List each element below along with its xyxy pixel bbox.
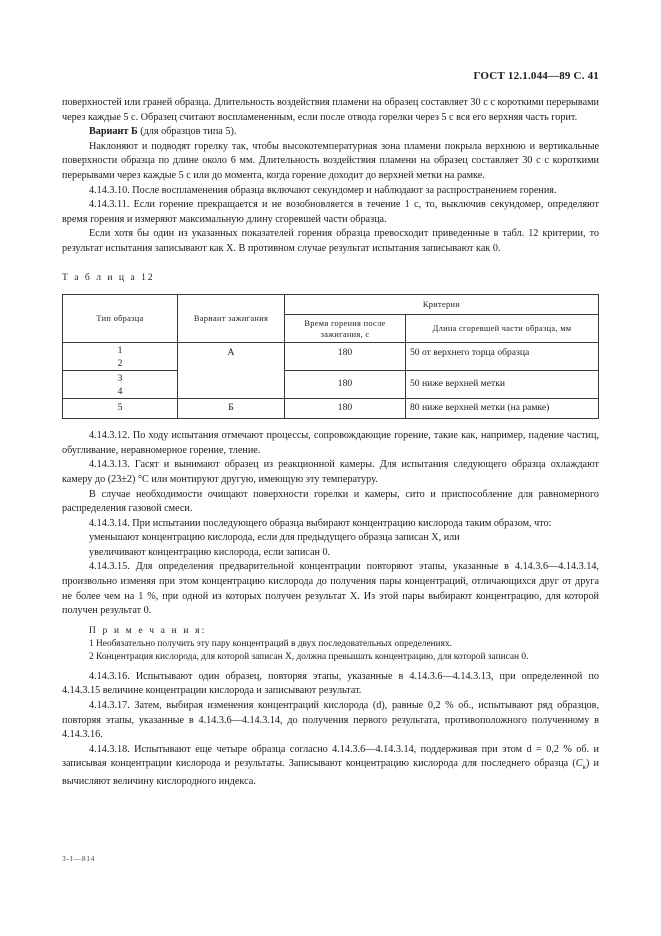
variant-b-text: (для образцов типа 5). (137, 126, 237, 138)
header-variant: Вариант зажигания (178, 295, 285, 343)
print-code: 3-1—814 (62, 854, 95, 863)
cell-type-a: 3 (117, 372, 123, 384)
paragraph-4-14-3-13: 4.14.3.13. Гасят и вынимают образец из реакционной камеры. Для испытания следующего образца охлаждают камеру до (23±2) °С или монтируют другую, имеющую эту температуру. (62, 459, 599, 485)
cell-length: 50 от верхнего торца образца (406, 343, 599, 371)
cell-type: 5 (63, 399, 178, 419)
cell-length: 80 ниже верхней метки (на рамке) (406, 399, 599, 419)
paragraph: поверхностей или граней образца. Длительность воздействия пламени на образец составляет 30 с с короткими перерывами через каждые 5 с. Образец считают воспламененным, если после отвода горелки через 5 с вся его верхняя часть горит. (62, 97, 599, 123)
paragraph-4-14-3-11: 4.14.3.11. Если горение прекращается и не возобновляется в течение 1 с, то, выключив секундомер, определяют время горения и измеряют максимальную длину сгоревшей части образца. (62, 199, 599, 225)
cell-variant: Б (178, 399, 285, 419)
paragraph-4-14-3-12: 4.14.3.12. По ходу испытания отмечают процессы, сопровождающие горение, такие как, например, падение частиц, обугливание, неравномерное горение, тление. (62, 430, 599, 456)
cell-type (63, 343, 178, 371)
table-row (63, 371, 599, 399)
paragraph: уменьшают концентрацию кислорода, если для предыдущего образца записан X, или (89, 532, 460, 544)
paragraph: увеличивают концентрацию кислорода, если записан 0. (89, 546, 331, 558)
p18-subscript: к (582, 763, 586, 772)
cell-length: 50 ниже верхней метки (406, 371, 599, 399)
variant-b-heading (62, 125, 599, 140)
notes-block (62, 625, 599, 664)
paragraph: Наклоняют и подводят горелку так, чтобы высокотемпературная зона пламени покрыла верхнюю и вертикальные поверхности образца по длине около 6 мм. Длительность воздействия пламени на образец составляет 30 с с короткими перерывами через каждые 5 с или до момента, когда горение доходит до верхней метки на рамке. (62, 140, 599, 181)
paragraph: Если хотя бы один из указанных показателей горения образца превосходит приведенные в табл. 12 критерии, то результат испытания записывают как X. В противном случае результат испытания записывают как 0. (62, 228, 599, 254)
cell-time: 180 (285, 399, 406, 419)
p18-text-a: 4.14.3.18. Испытывают еще четыре образца согласно 4.14.3.6—4.14.3.14, поддерживая при этом d = 0,2 % об. и записывая концентрации кислорода и результаты. Записывают концентрацию кислорода для последнего образца ( (62, 743, 599, 770)
document-page (62, 0, 599, 936)
notes-title: П р и м е ч а н и я: (89, 625, 207, 636)
table-12 (62, 294, 599, 419)
header-type: Тип образца (63, 295, 178, 343)
cell-type-b: 2 (117, 357, 123, 369)
paragraph-4-14-3-14: 4.14.3.14. При испытании последующего образца выбирают концентрацию кислорода таким образом, что: (89, 517, 552, 529)
header-time: Время горения после зажигания, с (285, 315, 406, 343)
cell-type-b: 4 (117, 385, 123, 397)
cell-type-a: 1 (117, 344, 123, 356)
note-item: 2 Концентрация кислорода, для которой записан X, должна превышать концентрацию, для которой записан 0. (89, 651, 529, 662)
note-item: 1 Необязательно получить эту пару концентраций в двух последовательных определениях. (89, 638, 453, 649)
cell-variant: А (178, 343, 285, 399)
table-row (63, 343, 599, 371)
p18-text-b: ) и вычисляют величину кислородного индекса. (62, 758, 599, 788)
paragraph-4-14-3-16: 4.14.3.16. Испытывают один образец, повторяя этапы, указанные в 4.14.3.6—4.14.3.13, при определенной по 4.14.3.15 величине концентрации кислорода и записывают результат. (62, 670, 599, 697)
table-caption: Т а б л и ц а 12 (62, 271, 155, 283)
document-body (62, 96, 599, 790)
paragraph-4-14-3-15: 4.14.3.15. Для определения предварительной концентрации повторяют этапы, указанные в 4.14.3.6—4.14.3.14, произвольно изменяя при этом концентрацию кислорода до получения пары концентраций, отличающихся друг от друга не более чем на 1 %, при одной из которых получен результат X. Из этой пары выбирают концентрацию, для которой получен результат 0. (62, 561, 599, 617)
variant-b-label: Вариант Б (89, 126, 138, 138)
header-criteria: Критерии (285, 295, 599, 315)
paragraph-4-14-3-18 (62, 743, 599, 790)
running-header: ГОСТ 12.1.044—89 С. 41 (473, 70, 599, 82)
paragraph-4-14-3-17: 4.14.3.17. Затем, выбирая изменения концентраций кислорода (d), равные 0,2 % об., испытывают ряд образцов, повторяя этапы, указанные в 4.14.3.6—4.14.3.14, до получения первого результата, противоположного полученному в 4.14.3.16. (62, 700, 599, 741)
header-length: Длина сгоревшей части образца, мм (406, 315, 599, 343)
cell-time: 180 (285, 343, 406, 371)
cell-time: 180 (285, 371, 406, 399)
paragraph: В случае необходимости очищают поверхности горелки и камеры, сито и приспособление для равномерного распределения газовой смеси. (62, 488, 599, 515)
table-row (63, 399, 599, 419)
p18-symbol: C (575, 758, 583, 770)
cell-type (63, 371, 178, 399)
paragraph-4-14-3-10: 4.14.3.10. После воспламенения образца включают секундомер и наблюдают за распространением горения. (89, 184, 557, 196)
